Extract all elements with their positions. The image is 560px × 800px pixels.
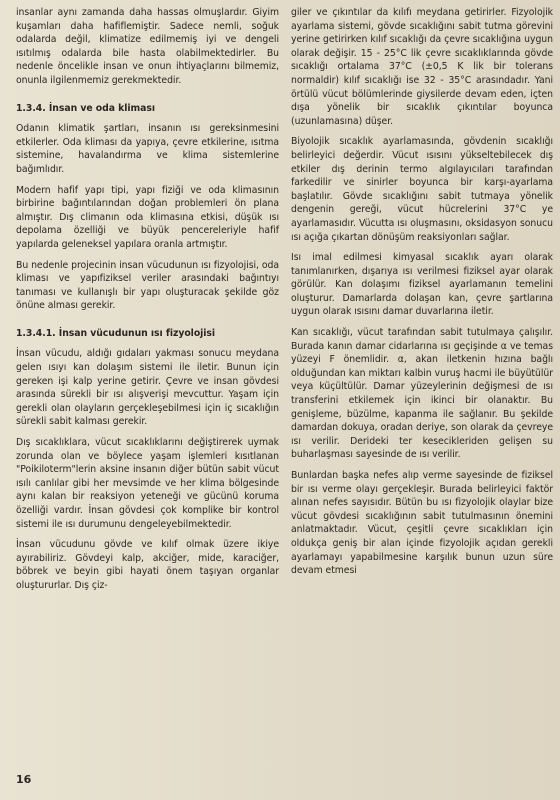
paragraph: giler ve çıkıntılar da kılıfı meydana getirirler. Fizyolojik ayarlama sistemi, gövde sıcaklığını sabit tutma görevini yerine getirirken kılıf sıcaklığı da çevre sıcaklığına uygun olarak değişir. 15 - 25°C lik çevre sıcaklıklarında gövde sıcaklığı ortalama 37°C (±0,5 K lik bir tolerans normaldir) kılıf sıcaklığı ise 32 - 35°C arasındadır. Yani örtülü vücut bölümlerinde giysilerde devam eden, içten dışa yönelik bir sıcaklık çıkıntılar boyunca (uzunlamasına) düşer.	[291, 7, 553, 127]
paragraph: İnsan vücudu, aldığı gıdaları yakması sonucu meydana gelen ısıyı kan dolaşım sistemi ile iletir. Bunun için gereken işi kalp yerine getirir. Çevre ve insan gövdesi arasında sürekli bir ısı alışverişi mevcuttur. Yaşam için gerekli olan olayların gerçekleşebilmesi için iç sıcaklığın sürekli sabit kalması gerekir.	[16, 348, 279, 428]
section-heading: 1.3.4. İnsan ve oda kliması	[16, 102, 156, 114]
paragraph: Bu nedenle projecinin insan vücudunun ısı fizyolojisi, oda kliması ve yapıfiziksel veriler arasındaki bağıntıyı tanıması ve kullanışlı bir yapı oluşturacak şekilde göz önüne alması gerekir.	[16, 259, 279, 312]
paragraph: Biyolojik sıcaklık ayarlamasında, gövdenin sıcaklığı belirleyici değerdir. Vücut ısısını yükseltebilecek dış etkiler dış derinin termo algılayıcıları tarafından farkedilir ve sinirler boyunca bir karşı-ayarlama başlatılır. Gövde sıcaklığını sabit tutmaya yönelik dengenin gereği, vücut hücrelerini 37°C ye ayarlamasıdır. Vücutta ısı oluşmasını, oksidasyon sonucu ısı açığa çıkartan dönüşüm reaksiyonları sağlar.	[291, 136, 553, 243]
paragraph: Kan sıcaklığı, vücut tarafından sabit tutulmaya çalışılır. Burada kanın damar cidarlarına ısı geçişinde α ve temas yüzeyi F önemlidir. α, akan iletkenin hızına bağlı olduğundan kan miktarı kalbin vuruş hacmi ile büyütülür veya küçültülür. Damar yüzeylerinin değişmesi de ısı transferini etkilemek için ikinci bir olanaktır. Bu genişleme, büzülme, kapanma ile sağlanır. Bu şekilde damardan dokuya, oradan deriye, son olarak da çevreye ısı verilir. Derideki ter kesecikleriden gelişen su buharlaşması sayesinde de ısı verilir.	[291, 327, 553, 461]
paragraph: Dış sıcaklıklara, vücut sıcaklıklarını değiştirerek uymak zorunda olan ve böylece yaşam işlemleri kısıtlanan "Poikiloterm"lerin aksine insanın diğer bütün sabit vücut ısılı canlılar gibi her mevsimde ve her klima bölgesinde aynı kalan bir reaksiyon yeteneği ve gücünü koruma özelliği vardır. İnsan gövdesi çok komplike bir kontrol sistemi ile ısı durumunu dengeleyebilmektedir.	[16, 437, 279, 530]
paragraph: insanlar aynı zamanda daha hassas olmuşlardır. Giyim kuşamları daha hafiflemiştir. Sadece nemli, soğuk odalarda değil, klimatize edilmemiş iyi ve dengeli ısıtılmış odalarda bile hasta olabilmektedirler. Bu nedenle öncelikle insan ve onun ihtiyaçlarını bilmemiz, onunla ilgilenmemiz gerekmektedir.	[16, 7, 279, 86]
paragraph: Isı imal edilmesi kimyasal sıcaklık ayarı olarak tanımlanırken, dışarıya ısı verilmesi fiziksel ayar olarak görülür. Kan dolaşımı fiziksel ayarlamanın temelini oluşturur. Damarlarda dolaşan kan, çevre şartlarına uygun olarak ısısını damar duvarlarına iletir.	[291, 252, 553, 318]
paragraph: İnsan vücudunu gövde ve kılıf olmak üzere ikiye ayırabiliriz. Gövdeyi kalp, akciğer, mide, karaciğer, böbrek ve beyin gibi hayati önem taşıyan organlar oluştururlar. Dış çiz-	[16, 539, 279, 591]
subsection-heading: 1.3.4.1. İnsan vücudunun ısı fizyolojisi	[16, 327, 216, 339]
paragraph: Odanın klimatik şartları, insanın ısı gereksinmesini etkilerler. Oda kliması da yapıya, çevre etkilerine, ısıtma sistemine, havalandırma ve klima sistemlerine bağımlıdır.	[16, 123, 279, 175]
page-number: 16	[16, 773, 32, 786]
right-column	[291, 6, 553, 578]
paragraph: Bunlardan başka nefes alıp verme sayesinde de fiziksel bir ısı verme olayı gerçekleşir. Burada belirleyici faktör alınan nefes sayısıdır. Bütün bu ısı fizyolojik olaylar bize vücut gövdesi sıcaklığının sabit tutulmasının önemini anlatmaktadır. Vücut, çeşitli çevre sıcaklıkları için oldukça geniş bir alan içinde fizyolojik açıdan gerekli ayarlamayı yapabilmesine karşılık bunun uzun süre devam etmesi	[291, 470, 553, 577]
left-column	[16, 6, 279, 593]
paragraph: Modern hafif yapı tipi, yapı fiziği ve oda klimasının birbirine bağıntılarından doğan problemleri ön plana almıştır. Dış climanın oda klimasına etkisi, düşük ısı depolama özelliği ve büyük pencereleriyle hafif yapılarda geleneksel yapılara oranla artmıştır.	[16, 184, 279, 250]
